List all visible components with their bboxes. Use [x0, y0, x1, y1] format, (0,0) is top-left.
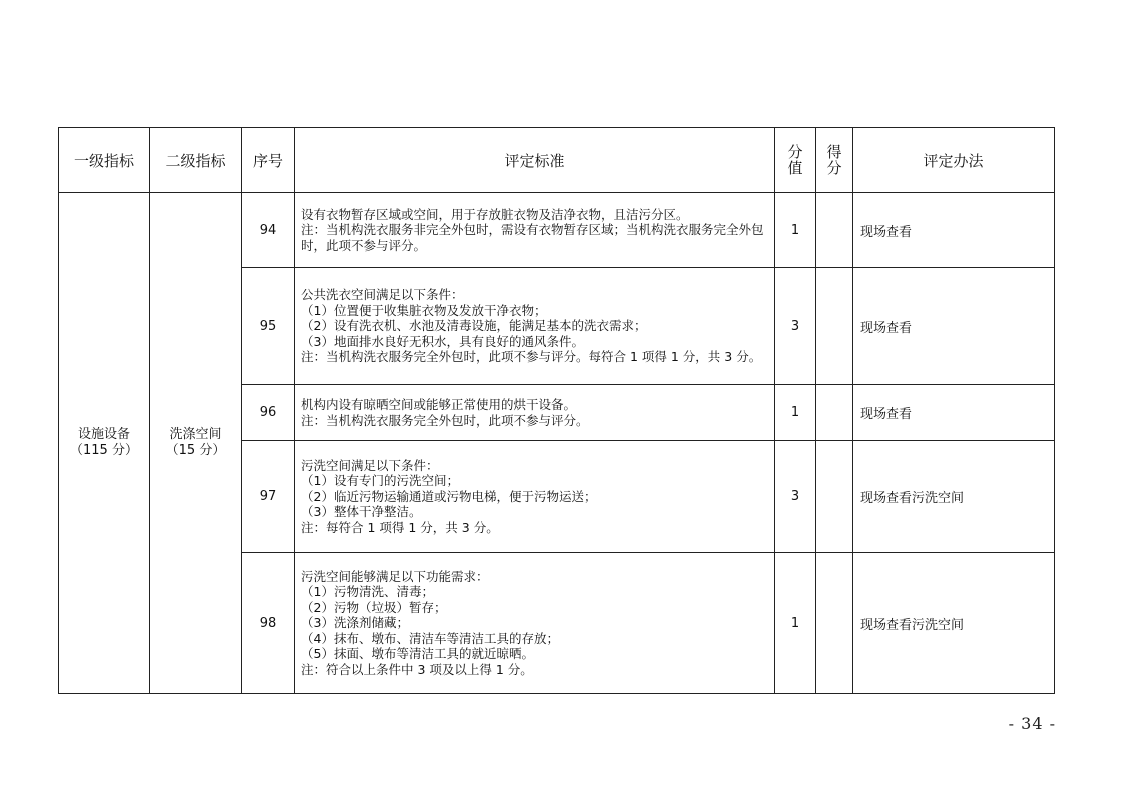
score-cell: 1 — [775, 193, 816, 268]
obtained-cell — [816, 553, 853, 694]
criteria-line: 注：每符合 1 项得 1 分，共 3 分。 — [301, 519, 499, 535]
serial-cell: 95 — [242, 268, 295, 385]
criteria-cell — [295, 441, 775, 553]
level2-points: （15 分） — [165, 443, 226, 458]
obtained-cell — [816, 268, 853, 385]
method-cell: 现场查看 — [853, 193, 1055, 268]
criteria-line: 设有衣物暂存区域或空间，用于存放脏衣物及洁净衣物，且洁污分区。 — [301, 206, 689, 222]
criteria-line: 公共洗衣空间满足以下条件： — [301, 287, 464, 303]
method-cell: 现场查看污洗空间 — [853, 441, 1055, 553]
serial-cell: 98 — [242, 553, 295, 694]
criteria-line: 注：当机构洗衣服务完全外包时，此项不参与评分。 — [301, 412, 589, 428]
criteria-line: （3）地面排水良好无积水，具有良好的通风条件。 — [301, 333, 584, 349]
criteria-line: （1）设有专门的污洗空间； — [301, 473, 459, 489]
method-cell: 现场查看污洗空间 — [853, 553, 1055, 694]
header-score-text: 分值 — [787, 143, 803, 177]
score-cell: 3 — [775, 441, 816, 553]
criteria-line: （1）污物清洗、清毒； — [301, 584, 434, 600]
criteria-line: （1）位置便于收集脏衣物及发放干净衣物； — [301, 302, 547, 318]
table-header-row — [59, 128, 1055, 193]
criteria-line: 注：当机构洗衣服务非完全外包时，需设有衣物暂存区域；当机构洗衣服务完全外包时，此项不参与评分。 — [301, 222, 764, 253]
criteria-cell — [295, 268, 775, 385]
header-level1: 一级指标 — [59, 128, 150, 193]
criteria-line: （2）设有洗衣机、水池及清毒设施，能满足基本的洗衣需求； — [301, 318, 647, 334]
obtained-cell — [816, 441, 853, 553]
score-cell: 1 — [775, 385, 816, 441]
method-cell: 现场查看 — [853, 385, 1055, 441]
criteria-line: 机构内设有晾晒空间或能够正常使用的烘干设备。 — [301, 397, 577, 412]
criteria-line: 注：当机构洗衣服务完全外包时，此项不参与评分。每符合 1 项得 1 分，共 3 分。 — [301, 349, 762, 365]
serial-cell: 94 — [242, 193, 295, 268]
evaluation-table — [58, 127, 1055, 694]
serial-cell: 97 — [242, 441, 295, 553]
criteria-line: （2）临近污物运输通道或污物电梯，便于污物运送； — [301, 488, 597, 504]
page-number: - 34 - — [1008, 714, 1056, 733]
header-level2: 二级指标 — [150, 128, 242, 193]
criteria-line: （3）洗涤剂储藏； — [301, 615, 409, 631]
criteria-cell — [295, 553, 775, 694]
criteria-line: （3）整体干净整洁。 — [301, 504, 422, 520]
obtained-cell — [816, 193, 853, 268]
obtained-cell — [816, 385, 853, 441]
criteria-line: （4）抹布、墩布、清洁车等清洁工具的存放； — [301, 630, 559, 646]
score-cell: 1 — [775, 553, 816, 694]
serial-cell: 96 — [242, 385, 295, 441]
header-serial: 序号 — [242, 128, 295, 193]
header-criteria: 评定标准 — [295, 128, 775, 193]
criteria-cell — [295, 193, 775, 268]
criteria-line: （5）抹面、墩布等清洁工具的就近晾晒。 — [301, 646, 534, 662]
criteria-line: 污洗空间满足以下条件： — [301, 457, 439, 473]
method-cell: 现场查看 — [853, 268, 1055, 385]
score-cell: 3 — [775, 268, 816, 385]
criteria-line: 污洗空间能够满足以下功能需求： — [301, 568, 489, 584]
table-row — [59, 193, 1055, 268]
criteria-line: 注：符合以上条件中 3 项及以上得 1 分。 — [301, 661, 533, 677]
header-score — [775, 128, 816, 193]
criteria-cell — [295, 385, 775, 441]
level1-cell — [59, 193, 150, 694]
header-method: 评定办法 — [853, 128, 1055, 193]
level2-label: 洗涤空间 — [169, 427, 222, 442]
header-obtained — [816, 128, 853, 193]
level1-label: 设施设备 — [77, 427, 130, 442]
header-obtained-text: 得分 — [826, 143, 842, 177]
level2-cell — [150, 193, 242, 694]
level1-points: （115 分） — [70, 443, 138, 458]
criteria-line: （2）污物（垃圾）暂存； — [301, 599, 447, 615]
